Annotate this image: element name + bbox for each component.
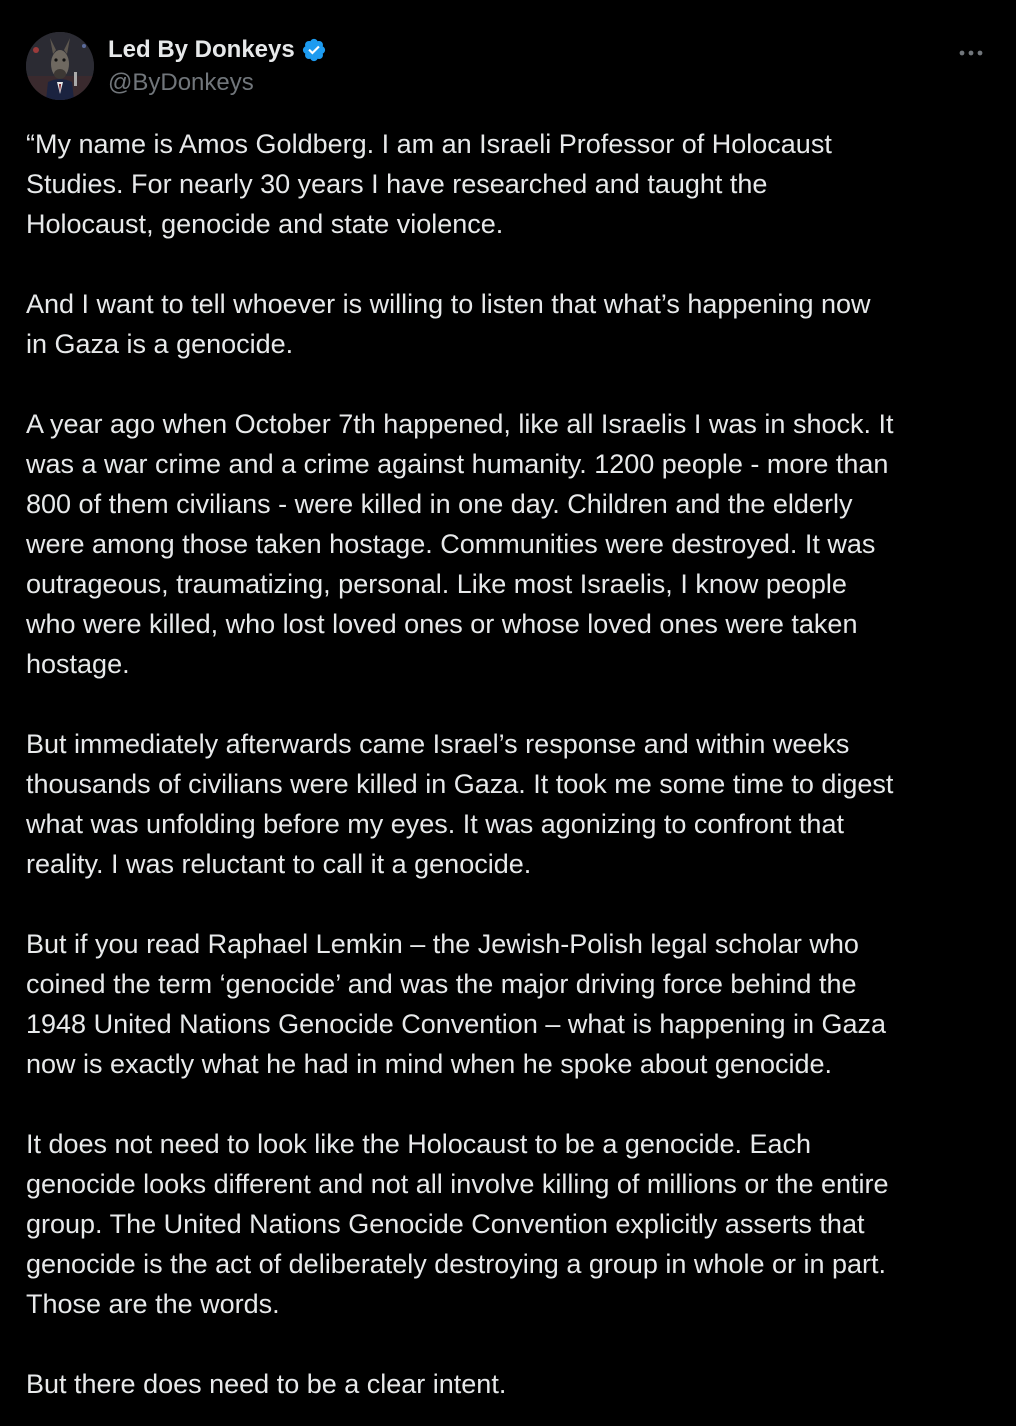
- verified-badge-icon: [301, 37, 327, 63]
- tweet-paragraph: And I want to tell whoever is willing to listen that what’s happening now in Gaza is a genocide.: [26, 289, 871, 359]
- tweet-paragraph: It does not need to look like the Holocaust to be a genocide. Each genocide looks different and not all involve killing of millions or the entire group. The United Nations Genocide Convention explicitly asserts that genocide is the act of deliberately destroying a group in whole or in part. Those are the words.: [26, 1129, 889, 1319]
- tweet-text: [26, 124, 990, 1404]
- avatar[interactable]: [26, 32, 94, 100]
- tweet-paragraph: But if you read Raphael Lemkin – the Jewish-Polish legal scholar who coined the term ‘genocide’ and was the major driving force behind the 1948 United Nations Genocide Convention – what is happening in Gaza now is exactly what he had in mind when he spoke about genocide.: [26, 929, 887, 1079]
- display-name[interactable]: Led By Donkeys: [108, 36, 295, 63]
- tweet-paragraph: A year ago when October 7th happened, like all Israelis I was in shock. It was a war crime and a crime against humanity. 1200 people - more than 800 of them civilians - were killed in one day. Children and the elderly were among those taken hostage. Communities were destroyed. It was outrageous, traumatizing, personal. Like most Israelis, I know people who were killed, who lost loved ones or whose loved ones were taken hostage.: [26, 409, 894, 679]
- more-horizontal-icon[interactable]: [956, 38, 986, 68]
- handle[interactable]: @ByDonkeys: [108, 69, 254, 96]
- name-row: [108, 34, 327, 66]
- donkey-avatar-icon: [26, 32, 94, 100]
- tweet-paragraph: But immediately afterwards came Israel’s response and within weeks thousands of civilians were killed in Gaza. It took me some time to digest what was unfolding before my eyes. It was agonizing to confront that reality. I was reluctant to call it a genocide.: [26, 729, 894, 879]
- tweet-header: [26, 32, 990, 102]
- tweet-paragraph: But there does need to be a clear intent.: [26, 1369, 507, 1399]
- tweet-paragraph: “My name is Amos Goldberg. I am an Israeli Professor of Holocaust Studies. For nearly 30 years I have researched and taught the Holocaust, genocide and state violence.: [26, 129, 832, 239]
